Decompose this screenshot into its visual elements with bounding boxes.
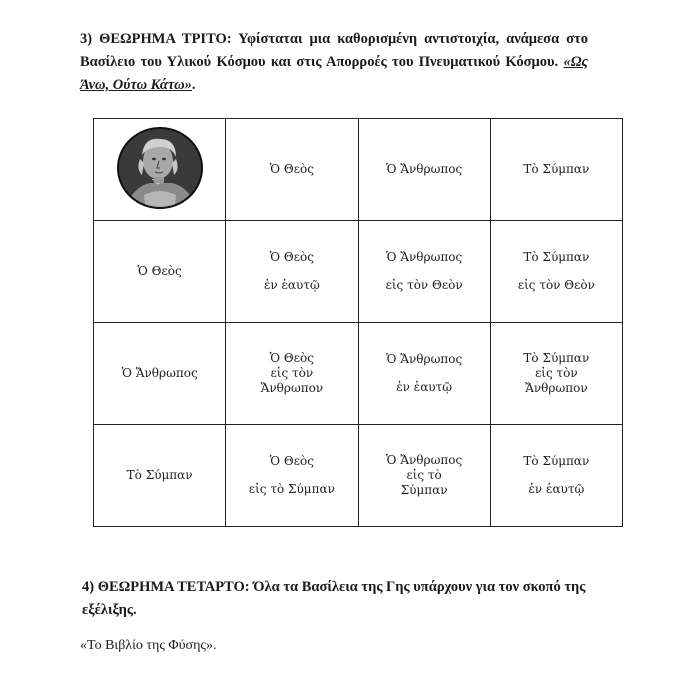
column-header-universe: Τὸ Σύμπαν bbox=[490, 119, 622, 221]
cell-god-god: Ὁ Θεὸς ἐν ἑαυτῷ bbox=[226, 221, 358, 323]
theorem-4-heading: 4) ΘΕΩΡΗΜΑ ΤΕΤΑΡΤΟ: bbox=[82, 579, 250, 595]
cell-universe-universe: Τὸ Σύμπαν ἐν ἑαυτῷ bbox=[490, 425, 622, 527]
correspondence-table bbox=[93, 118, 623, 527]
cell-man-man: Ὁ Ἄνθρωπος ἐν ἑαυτῷ bbox=[358, 323, 490, 425]
row-header-man: Ὁ Ἄνθρωπος bbox=[94, 323, 226, 425]
cell-god-man: Ὁ Ἄνθρωπος εἰς τὸν Θεὸν bbox=[358, 221, 490, 323]
theorem-3-block bbox=[28, 28, 588, 97]
source-note: «Το Βιβλίο της Φύσης». bbox=[80, 638, 217, 653]
cell-man-god: Ὁ Θεὸς εἰς τὸν Ἄνθρωπον bbox=[226, 323, 358, 425]
theorem-3-text: Υφίσταται μια καθορισμένη αντιστοιχία, ανάμεσα στο Βασίλειο του Υλικού Κόσμου και στις Απορροές του Πνευματικού Κόσμου. bbox=[80, 31, 588, 70]
table-row-god bbox=[94, 221, 623, 323]
column-header-man: Ὁ Ἄνθρωπος bbox=[358, 119, 490, 221]
portrait-cell bbox=[94, 119, 226, 221]
cell-man-universe: Τὸ Σύμπαν εἰς τὸν Ἄνθρωπον bbox=[490, 323, 622, 425]
cell-universe-man: Ὁ Ἄνθρωπος εἰς τὸ Σύμπαν bbox=[358, 425, 490, 527]
row-header-universe: Τὸ Σύμπαν bbox=[94, 425, 226, 527]
row-header-god: Ὁ Θεὸς bbox=[94, 221, 226, 323]
theorem-3-heading: 3) ΘΕΩΡΗΜΑ ΤΡΙΤΟ: bbox=[80, 31, 232, 47]
theorem-4-block bbox=[30, 576, 590, 622]
theorem-3-motto-end: . bbox=[191, 77, 196, 93]
theorem-3-paragraph bbox=[28, 28, 588, 97]
cell-god-universe: Τὸ Σύμπαν εἰς τὸν Θεὸν bbox=[490, 221, 622, 323]
theorem-4-paragraph bbox=[30, 576, 590, 622]
table-row-man bbox=[94, 323, 623, 425]
cell-universe-god: Ὁ Θεὸς εἰς τὸ Σύμπαν bbox=[226, 425, 358, 527]
table-header-row bbox=[94, 119, 623, 221]
column-header-god: Ὁ Θεὸς bbox=[226, 119, 358, 221]
engraved-portrait-icon bbox=[114, 125, 206, 211]
theorem-4-text: Όλα τα Βασίλεια της Γης υπάρχουν για τον σκοπό της εξέλιξης. bbox=[82, 579, 586, 618]
theorem-3-motto: «Ως Άνω, Ούτω Κάτω» bbox=[80, 54, 589, 93]
table-row-universe bbox=[94, 425, 623, 527]
